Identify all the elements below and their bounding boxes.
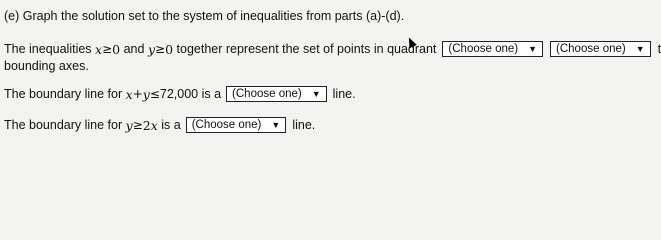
- math-plus: +: [132, 87, 143, 101]
- chevron-down-icon: ▼: [528, 44, 538, 54]
- question-heading: [4, 9, 404, 23]
- statement-text: bounding axes.: [4, 59, 89, 73]
- heading-text: Graph the solution set to the system of inequalities from parts (a)-(d).: [22, 9, 405, 23]
- line-type-dropdown-1[interactable]: [226, 86, 327, 102]
- statement-boundary-2: [4, 117, 315, 133]
- statement-text: The inequalities: [4, 42, 92, 56]
- chevron-down-icon: ▼: [311, 89, 321, 99]
- statement-quadrant: [4, 41, 661, 57]
- statement-text: is a: [161, 118, 181, 132]
- chevron-down-icon: ▼: [271, 120, 281, 130]
- math-num: 72,000: [159, 87, 199, 101]
- statement-boundary-1: [4, 86, 356, 102]
- math-var-x: x: [150, 117, 158, 133]
- line-type-dropdown-2[interactable]: [186, 117, 287, 133]
- math-num: 0: [165, 41, 174, 57]
- math-var-y: y: [125, 117, 133, 133]
- statement-quadrant-cont: [4, 59, 89, 73]
- chevron-down-icon: ▼: [635, 44, 645, 54]
- math-var-x: x: [95, 41, 103, 57]
- quadrant-dropdown[interactable]: [442, 41, 543, 57]
- statement-text: The boundary line for: [4, 118, 123, 132]
- dropdown-value: (Choose one): [448, 43, 519, 55]
- statement-text: t: [657, 42, 661, 56]
- part-label: (e): [4, 9, 20, 23]
- math-var-y: y: [147, 41, 156, 57]
- statement-text: line.: [332, 87, 356, 101]
- dropdown-value: (Choose one): [556, 43, 626, 55]
- statement-text: is a: [201, 87, 222, 101]
- statement-text: line.: [292, 118, 316, 132]
- math-num: 2: [142, 117, 151, 133]
- math-geq: ≥: [102, 42, 113, 56]
- math-geq: ≥: [155, 42, 166, 56]
- statement-text: together represent the set of points in quadrant: [176, 42, 437, 56]
- dropdown-value: (Choose one): [191, 119, 262, 131]
- math-num: 0: [112, 41, 121, 57]
- math-var-x: x: [125, 86, 133, 102]
- statement-text: and: [123, 42, 145, 56]
- axes-dropdown[interactable]: [550, 41, 651, 57]
- math-geq: ≥: [132, 118, 143, 132]
- math-leq: ≤: [149, 87, 160, 101]
- dropdown-value: (Choose one): [232, 88, 302, 100]
- statement-text: The boundary line for: [4, 87, 123, 101]
- math-var-y: y: [142, 86, 150, 102]
